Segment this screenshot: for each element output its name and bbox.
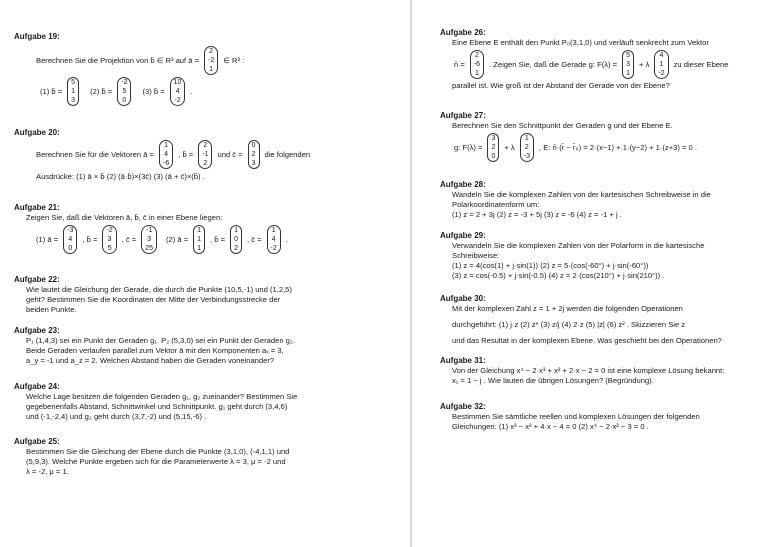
task-20: Aufgabe 20: Berechnen Sie für die Vektoren ā = 1 4 -6 , b̄ = 2 -1 2 und c̄ = 0 2 3 die folgenden Ausdrücke: (1) ā × b̄ (2) (ā·b̄)×(3c̄) (3) (ā + c̄)×(b̄) . [14,128,398,182]
point-vector: 5 3 1 [622,50,634,79]
vector-c: 0 2 3 [248,140,260,169]
task-heading: Aufgabe 31: [440,356,486,365]
task-heading: Aufgabe 32: [440,402,486,411]
task-28: Aufgabe 28: Wandeln Sie die komplexen Zahlen von der kartesischen Schreibweise in die Polarkoordinatenform um: (1) z = 2 + 3j (2) z = -3 + 5j (3) z = -6 (4) z = -1 + j . [440,180,772,220]
task-heading: Aufgabe 28: [440,180,486,189]
task-30: Aufgabe 30: Mit der komplexen Zahl z = 1 + 2j werden die folgenden Operationen durchgeführt: (1) j·z (2) z* (3) z/j (4) 2·z (5) |z| (6) z² . Skizzieren Sie z und das Resultat in der komplexen Ebene. Was geschieht bei den Operationen? [440,294,772,346]
task-heading: Aufgabe 29: [440,231,486,240]
task-21: Aufgabe 21: Zeigen Sie, daß die Vektoren ā, b̄, c̄ in einer Ebene liegen: (1) ā = -3 4 0 , b̄ = -2 3 5 , c̄ = -1 3 25 (2) ā = 1 1 1 , b̄ = 1 0 2 , c̄ = 1 4 -2 . [14,203,398,254]
vector-a: 2 -2 1 [204,46,218,75]
direction-vector: 1 2 -3 [520,133,534,162]
vector-b1: 5 1 3 [67,77,79,106]
task-heading: Aufgabe 30: [440,294,486,303]
vector-b: 2 -1 2 [198,140,212,169]
task-19: Aufgabe 19: Berechnen Sie die Projektion von b̄ ∈ R³ auf ā = 2 -2 1 ∈ R³ : (1) b̄ = 5 1 3 (2) b̄ = -2 5 0 (3) b̄ = 10 4 -2 . [14,32,398,106]
direction-vector: 4 1 -2 [654,50,668,79]
vector-b2: -2 5 0 [117,77,131,106]
task-heading: Aufgabe 23: [14,326,60,335]
task-heading: Aufgabe 21: [14,203,60,212]
task-32: Aufgabe 32: Bestimmen Sie sämtliche reellen und komplexen Lösungen der folgenden Gleichungen: (1) x³ − x² + 4·x − 4 = 0 (2) x⁴ − 2·x² − 3 = 0 . [440,402,772,432]
task-heading: Aufgabe 19: [14,32,60,41]
task-heading: Aufgabe 27: [440,111,486,120]
task-24: Aufgabe 24: Welche Lage besitzen die folgenden Geraden g₁, g₂ zueinander? Bestimmen Sie gegebenenfalls Abstand, Schnittwinkel und Schnittpunkt. g₁ geht durch (3,4,6) und (-1,-2,4) und g₂ geht durch (3,7,-2) und (5,15,-6) . [14,382,398,422]
task-text: Berechnen Sie die Projektion von b̄ ∈ R³ auf ā = [36,55,200,65]
task-31: Aufgabe 31: Von der Gleichung x⁴ − 2·x³ + x² + 2·x − 2 = 0 ist eine komplexe Lösung bekannt: x₁ = 1 − j . Wie lauten die übrigen Lösungen? (Begründung). [440,356,772,386]
vector-c1: -1 3 25 [141,225,157,254]
vector-b1: -2 3 5 [102,225,116,254]
point-vector: 3 2 0 [487,133,499,162]
vector-c2: 1 4 -2 [267,225,281,254]
vector-a2: 1 1 1 [193,225,205,254]
task-29: Aufgabe 29: Verwandeln Sie die komplexen Zahlen von der Polarform in die kartesische Schreibweise: (1) z = 4(cos(1) + j·sin(1)) (2) z = 5·(cos(-60°) + j·sin(-60°)) (3) z = cos(-0.5) + j·sin(-0.5) (4) z = 2·(cos(210°) + j·sin(210°)) . [440,231,772,281]
vector-a1: -3 4 0 [63,225,77,254]
task-25: Aufgabe 25: Bestimmen Sie die Gleichung der Ebene durch die Punkte (3,1,0), (-4,1,1) und (5,9,3). Welche Punkte ergeben sich für die Parameterwerte λ = 3, μ = -2 und λ = -2, μ = 1. [14,437,398,477]
task-heading: Aufgabe 20: [14,128,60,137]
page-fold [410,0,412,547]
task-heading: Aufgabe 22: [14,275,60,284]
task-heading: Aufgabe 24: [14,382,60,391]
normal-vector: 2 -6 1 [470,50,484,79]
task-27: Aufgabe 27: Berechnen Sie den Schnittpunkt der Geraden g und der Ebene E. g: F(λ) = 3 2 0 + λ 1 2 -3 , E: n̄·(r̄ − r̄₀) = 2·(x−1) + 1·(y−2) + 1·(z+3) = 0 . [440,111,772,162]
task-heading: Aufgabe 25: [14,437,60,446]
task-22: Aufgabe 22: Wie lautet die Gleichung der Gerade, die durch die Punkte (10,5,-1) und (1,2,5) geht? Bestimmen Sie die Koordinaten der Mitte der Verbindungsstrecke der beiden Punkte. [14,275,398,315]
vector-b3: 10 4 -2 [170,77,186,106]
task-26: Aufgabe 26: Eine Ebene E enthält den Punkt P₀(3,1,0) und verläuft senkrecht zum Vektor n̄ = 2 -6 1 . Zeigen Sie, daß die Gerade g: F(λ) = 5 3 1 + λ 4 1 -2 zu dieser Ebene parallel ist. Wie groß ist der Abstand der Gerade von der Ebene? [440,28,772,91]
vector-b2: 1 0 2 [230,225,242,254]
task-expressions: Ausdrücke: (1) ā × b̄ (2) (ā·b̄)×(3c̄) (3) (ā + c̄)×(b̄) . [36,172,205,181]
task-heading: Aufgabe 26: [440,28,486,37]
task-23: Aufgabe 23: P₁ (1,4,3) sei ein Punkt der Geraden g₁. P₂ (5,3,0) sei ein Punkt der Geraden g₂. Beide Geraden verlaufen parallel zum Vektor ā mit den Komponenten aₓ = 3, a_y = -1 und a_z = 2. Welchen Abstand haben die Geraden voneinander? [14,326,398,366]
vector-a: 1 4 -6 [159,140,173,169]
